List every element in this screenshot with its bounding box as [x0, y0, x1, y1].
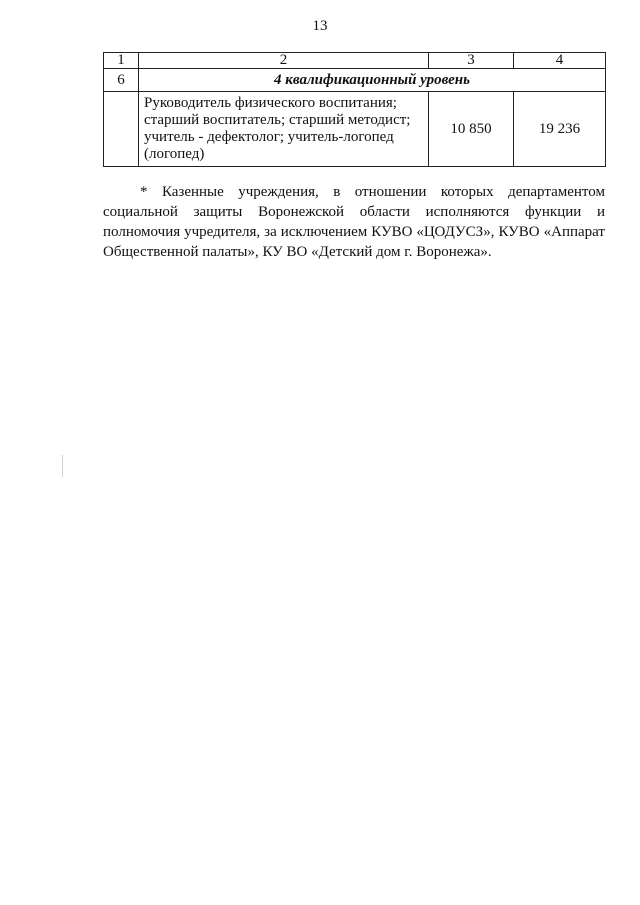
salary-table	[103, 52, 606, 167]
page-number: 13	[312, 18, 328, 34]
header-cell-4: 4	[514, 53, 606, 69]
footnote: * Казенные учреждения, в отношении которых департаментом социальной защиты Воронежской области исполняются функции и полномочия учредителя, за исключением КУВО «ЦОДУСЗ», КУВО «Аппарат Общественной палаты», КУ ВО «Детский дом г. Воронежа».	[103, 184, 605, 260]
scan-margin-mark	[62, 455, 63, 477]
max-salary-cell: 19 236	[514, 92, 606, 167]
empty-number-cell	[104, 92, 139, 167]
qualification-level-row	[104, 69, 606, 92]
qualification-level-title: 4 квалификационный уровень	[139, 69, 606, 92]
level-row-number: 6	[104, 69, 139, 92]
table-row	[104, 92, 606, 167]
header-cell-2: 2	[139, 53, 429, 69]
header-cell-3: 3	[429, 53, 514, 69]
header-cell-1: 1	[104, 53, 139, 69]
table-header-row	[104, 53, 606, 69]
positions-cell: Руководитель физического воспитания; старший воспитатель; старший методист; учитель - дефектолог; учитель-логопед (логопед)	[139, 92, 429, 167]
min-salary-cell: 10 850	[429, 92, 514, 167]
